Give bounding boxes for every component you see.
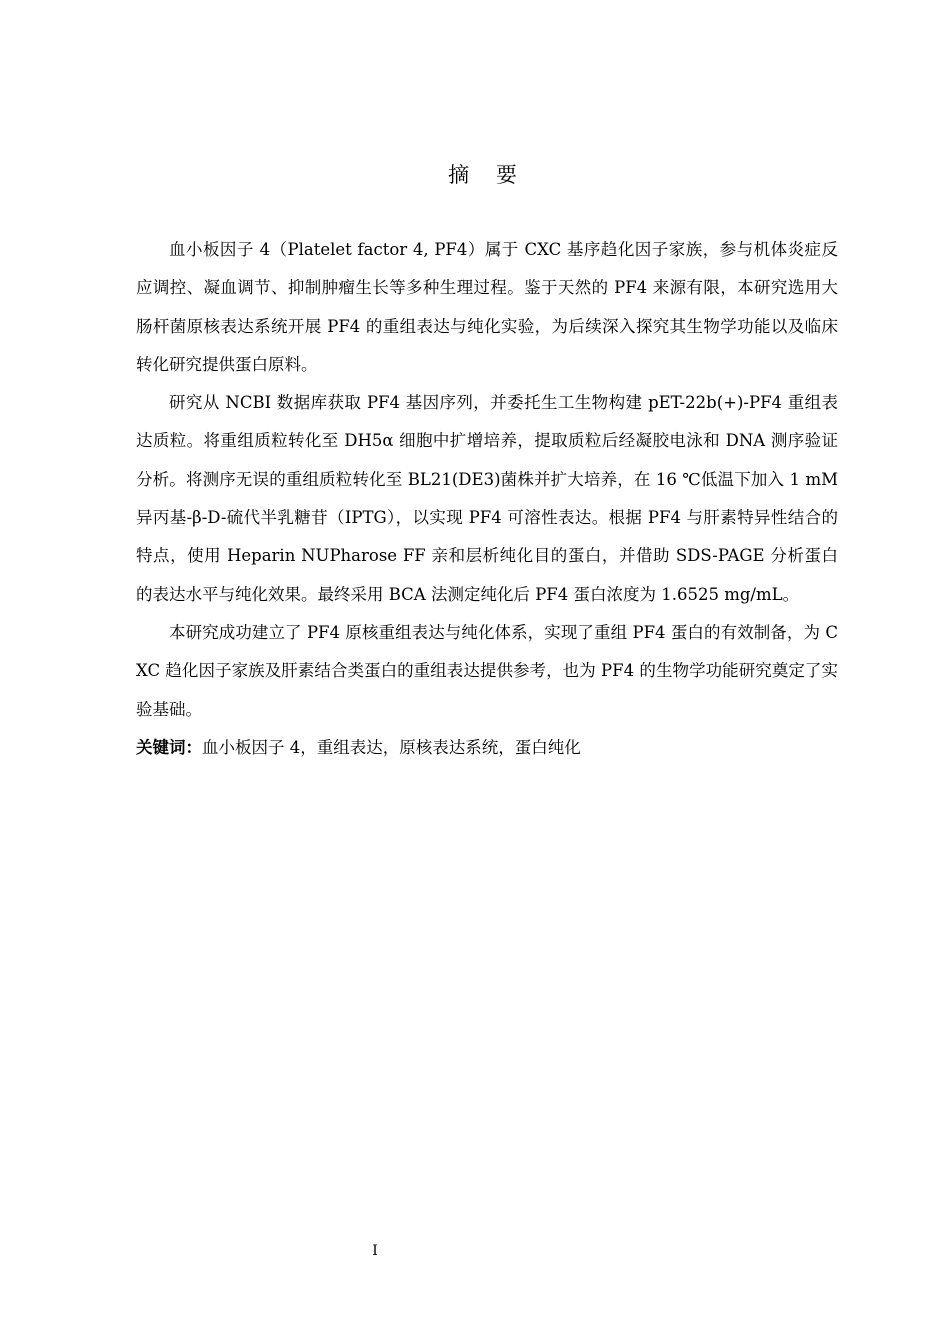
page-number: I — [372, 1243, 378, 1259]
abstract-paragraph-2: 研究从 NCBI 数据库获取 PF4 基因序列，并委托生工生物构建 pET-22b(+)-PF4 重组表达质粒。将重组质粒转化至 DH5α 细胞中扩增培养，提取质粒后经凝胶电泳和 DNA 测序验证分析。将测序无误的重组质粒转化至 BL21(DE3)菌株并扩大培养，在 16 ℃低温下加入 1 mM 异丙基-β-D-硫代半乳糖苷（IPTG），以实现 PF4 可溶性表达。根据 PF4 与肝素特异性结合的特点，使用 Heparin NUPharose FF 亲和层析纯化目的蛋白，并借助 SDS-PAGE 分析蛋白的表达水平与纯化效果。最终采用 BCA 法测定纯化后 PF4 蛋白浓度为 1.6525 mg/mL。 — [136, 393, 838, 604]
abstract-body — [136, 231, 838, 767]
abstract-paragraph-1: 血小板因子 4（Platelet factor 4, PF4）属于 CXC 基序趋化因子家族，参与机体炎症反应调控、凝血调节、抑制肿瘤生长等多种生理过程。鉴于天然的 PF4 来源有限，本研究选用大肠杆菌原核表达系统开展 PF4 的重组表达与纯化实验，为后续深入探究其生物学功能以及临床转化研究提供蛋白原料。 — [136, 240, 838, 374]
abstract-paragraph-3: 本研究成功建立了 PF4 原核重组表达与纯化体系，实现了重组 PF4 蛋白的有效制备，为 CXC 趋化因子家族及肝素结合类蛋白的重组表达提供参考，也为 PF4 的生物学功能研究奠定了实验基础。 — [136, 622, 838, 719]
abstract-title: 摘 要 — [448, 163, 527, 187]
keywords-text: 血小板因子 4，重组表达，原核表达系统，蛋白纯化 — [202, 737, 581, 757]
keywords-line — [136, 729, 838, 767]
keywords-label: 关键词： — [136, 737, 202, 757]
